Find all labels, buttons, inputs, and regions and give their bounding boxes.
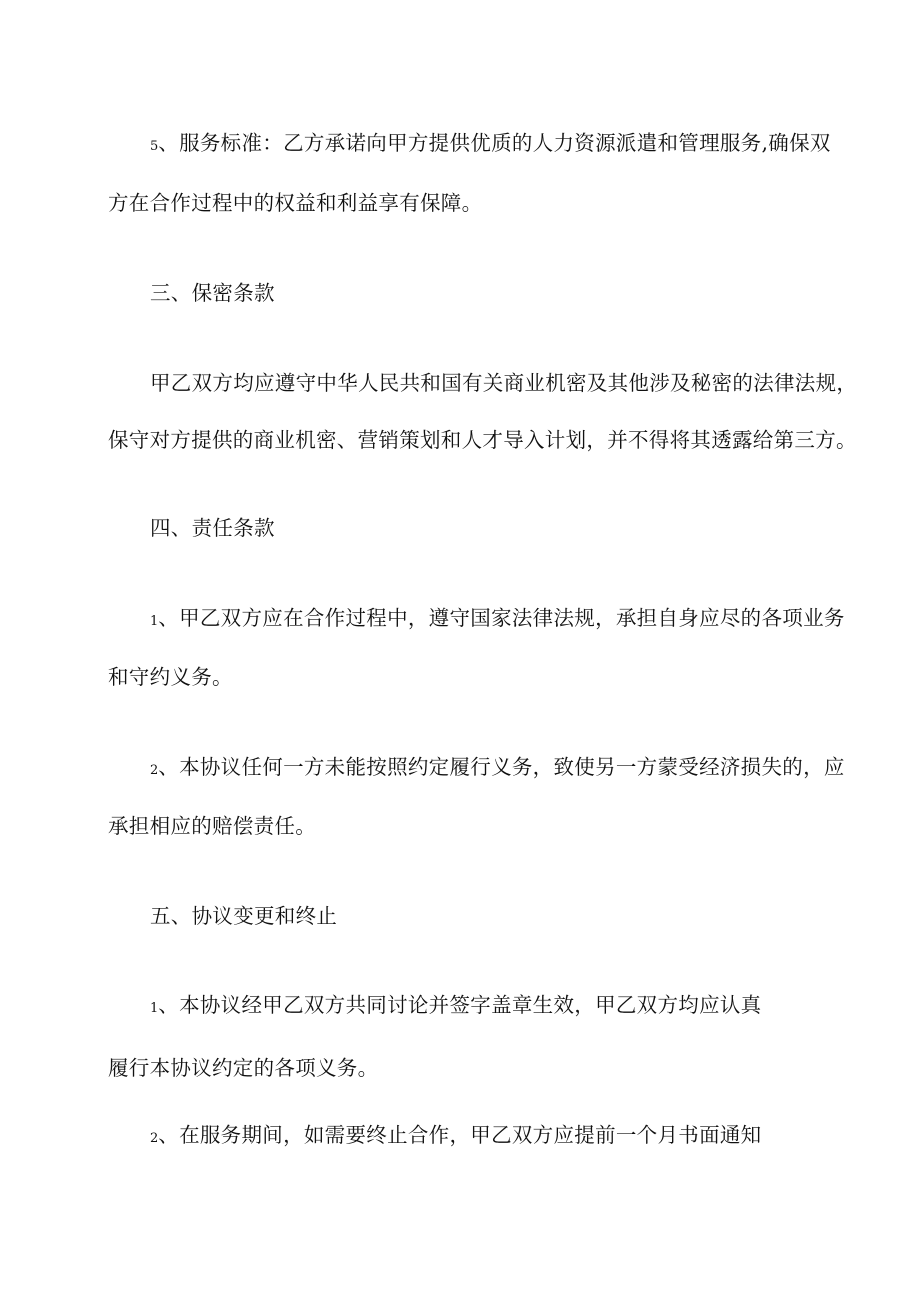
item-number: 1: [150, 614, 159, 629]
paragraph-liability-1-line-1: [150, 604, 845, 636]
section-heading-liability: 四、责任条款: [150, 516, 275, 540]
item-number: 2: [150, 763, 159, 778]
paragraph-text: 、甲乙双方应在合作过程中，遵守国家法律法规，承担自身应尽的各项业务: [158, 606, 845, 630]
paragraph-text: 、在服务期间，如需要终止合作，甲乙双方应提前一个月书面通知: [158, 1123, 762, 1147]
item-number: 1: [150, 1001, 159, 1016]
paragraph-termination-2-line-1: [150, 1121, 761, 1153]
item-number: 5: [150, 139, 159, 154]
paragraph-text: 、服务标准：乙方承诺向甲方提供优质的人力资源派遣和管理服务,确保双: [158, 131, 831, 155]
paragraph-text: 、本协议经甲乙双方共同讨论并签字盖章生效，甲乙双方均应认真: [158, 993, 762, 1017]
paragraph-liability-2-line-2: 承担相应的赔偿责任。: [108, 814, 316, 838]
section-heading-amendment-termination: 五、协议变更和终止: [150, 904, 338, 928]
item-number: 2: [150, 1131, 159, 1146]
section-heading-confidentiality: 三、保密条款: [150, 281, 275, 305]
paragraph-liability-1-line-2: 和守约义务。: [108, 665, 233, 689]
paragraph-liability-2-line-1: [150, 753, 845, 785]
paragraph-text: 、本协议任何一方未能按照约定履行义务，致使另一方蒙受经济损失的，应: [158, 755, 845, 779]
paragraph-termination-1-line-2: 履行本协议约定的各项义务。: [108, 1056, 379, 1080]
paragraph-confidentiality-line-1: 甲乙双方均应遵守中华人民共和国有关商业机密及其他涉及秘密的法律法规，: [150, 371, 858, 395]
paragraph-service-standard-line-2: 方在合作过程中的权益和利益享有保障。: [108, 191, 483, 215]
paragraph-termination-1-line-1: [150, 991, 761, 1023]
paragraph-confidentiality-line-2: 保守对方提供的商业机密、营销策划和人才导入计划，并不得将其透露给第三方。: [108, 428, 857, 452]
paragraph-service-standard-line-1: [150, 129, 831, 161]
